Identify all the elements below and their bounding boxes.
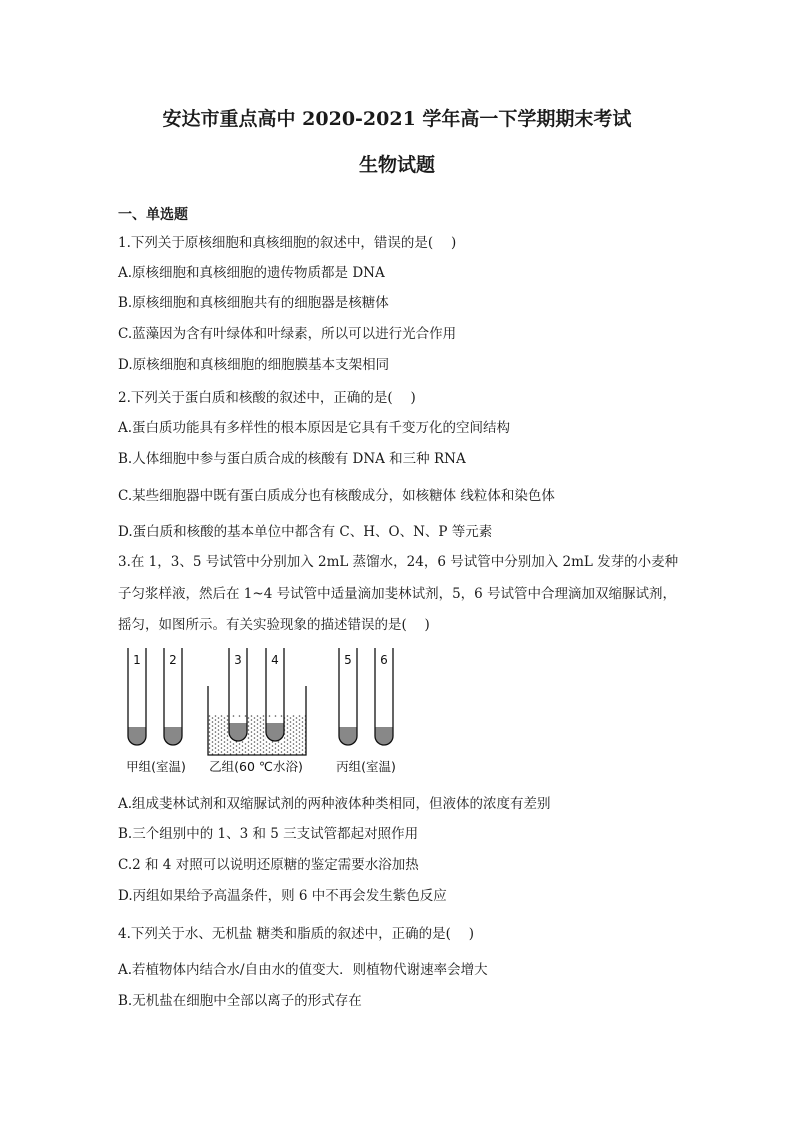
test-tube-figure: [118, 643, 418, 778]
question-1-option-a: A.原核细胞和真核细胞的遗传物质都是 DNA: [118, 265, 385, 281]
question-1-option-d: D.原核细胞和真核细胞的细胞膜基本支架相同: [118, 357, 390, 373]
question-3-stem-line-2: 子匀浆样液，然后在 1~4 号试管中适量滴加斐林试剂，5，6 号试管中合理滴加双缩脲试剂，: [118, 586, 677, 602]
tube-label-2: 2: [169, 653, 177, 667]
group-label-yi: 乙组(60 ℃水浴): [209, 759, 303, 774]
tube-label-3: 3: [234, 653, 242, 667]
question-2-stem: 2.下列关于蛋白质和核酸的叙述中，正确的是( ): [118, 390, 416, 406]
question-1-option-c: C.蓝藻因为含有叶绿体和叶绿素，所以可以进行光合作用: [118, 326, 457, 342]
question-1-stem: 1.下列关于原核细胞和真核细胞的叙述中，错误的是( ): [118, 235, 457, 251]
question-4-option-b: B.无机盐在细胞中全部以离子的形式存在: [118, 993, 362, 1009]
exam-title: 安达市重点高中 2020-2021 学年高一下学期期末考试: [162, 108, 632, 130]
question-3-option-b: B.三个组别中的 1、3 和 5 三支试管都起对照作用: [118, 826, 419, 842]
question-1-option-b: B.原核细胞和真核细胞共有的细胞器是核糖体: [118, 295, 389, 311]
tube-label-5: 5: [344, 653, 352, 667]
question-3-stem-line-1: 3.在 1，3、5 号试管中分别加入 2mL 蒸馏水，24，6 号试管中分别加入 2mL 发芽的小麦种: [118, 554, 679, 570]
question-3-stem-line-3: 摇匀，如图所示。有关实验现象的描述错误的是( ): [118, 617, 430, 633]
question-2-option-b: B.人体细胞中参与蛋白质合成的核酸有 DNA 和三种 RNA: [118, 451, 466, 467]
test-tube-diagram: [118, 643, 418, 778]
tube-label-1: 1: [133, 653, 141, 667]
question-3-option-d: D.丙组如果给予高温条件，则 6 中不再会发生紫色反应: [118, 888, 447, 904]
question-2-option-d: D.蛋白质和核酸的基本单位中都含有 C、H、O、N、P 等元素: [118, 524, 493, 540]
group-label-jia: 甲组(室温): [126, 759, 186, 774]
question-4-option-a: A.若植物体内结合水/自由水的值变大．则植物代谢速率会增大: [118, 962, 488, 978]
section-heading: 一、单选题: [118, 207, 188, 223]
question-4-stem: 4.下列关于水、无机盐 糖类和脂质的叙述中，正确的是( ): [118, 926, 474, 942]
water-bath: [208, 686, 306, 755]
question-2-option-a: A.蛋白质功能具有多样性的根本原因是它具有千变万化的空间结构: [118, 420, 511, 436]
question-2-option-c: C.某些细胞器中既有蛋白质成分也有核酸成分，如核糖体 线粒体和染色体: [118, 488, 555, 504]
question-3-option-a: A.组成斐林试剂和双缩脲试剂的两种液体种类相同，但液体的浓度有差别: [118, 796, 551, 812]
group-label-bing: 丙组(室温): [336, 759, 396, 774]
tube-label-6: 6: [380, 653, 388, 667]
exam-subtitle: 生物试题: [358, 154, 435, 176]
question-3-option-c: C.2 和 4 对照可以说明还原糖的鉴定需要水浴加热: [118, 857, 419, 873]
tube-label-4: 4: [271, 653, 279, 667]
